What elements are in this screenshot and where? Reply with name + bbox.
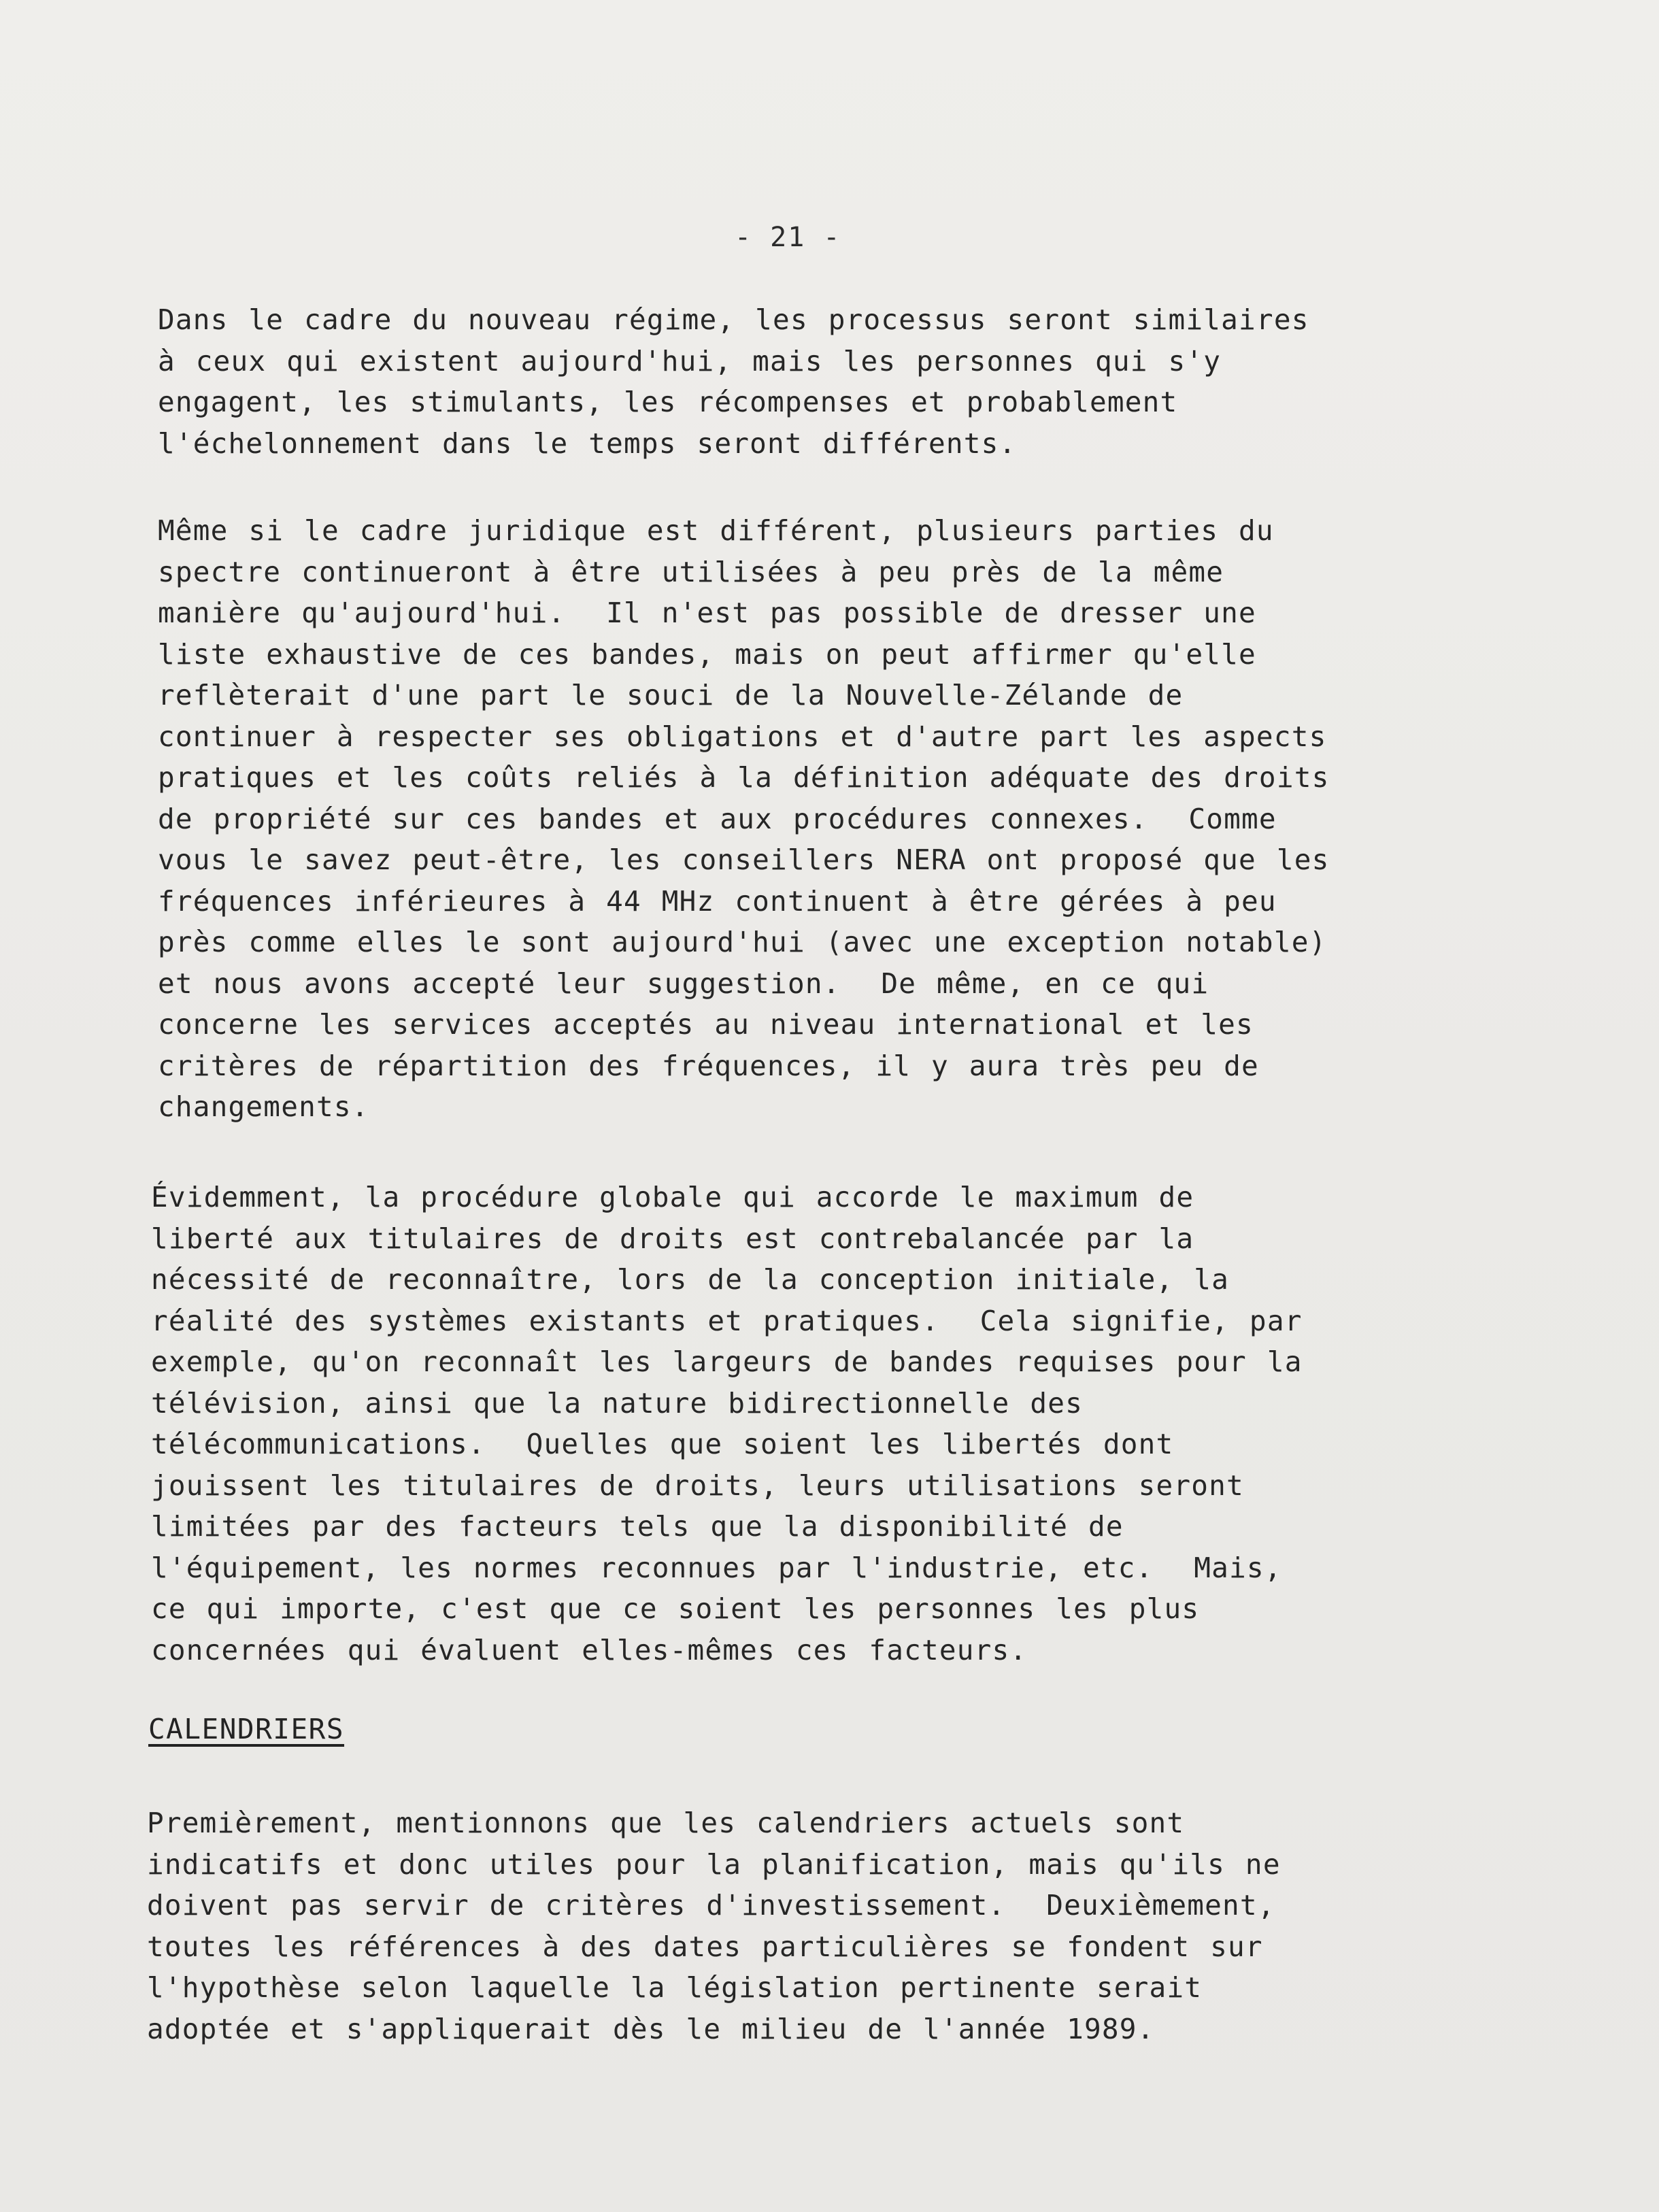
paragraph-line: changements. — [158, 1090, 369, 1123]
paragraph-line: et nous avons accepté leur suggestion. De même, en ce qui — [158, 967, 1209, 1000]
paragraph-line: réalité des systèmes existants et pratiques. Cela signifie, par — [151, 1304, 1303, 1337]
paragraph-line: liberté aux titulaires de droits est contrebalancée par la — [151, 1222, 1194, 1255]
paragraph-line: manière qu'aujourd'hui. Il n'est pas possible de dresser une — [158, 597, 1256, 629]
section-heading-calendriers: CALENDRIERS — [148, 1713, 345, 1745]
paragraph-line: ce qui importe, c'est que ce soient les personnes les plus — [151, 1592, 1200, 1625]
paragraph-1 — [158, 299, 1525, 464]
paragraph-3 — [151, 1177, 1518, 1671]
paragraph-4 — [147, 1803, 1514, 2049]
paragraph-line: fréquences inférieures à 44 MHz continuent à être gérées à peu — [158, 884, 1277, 918]
paragraph-line: Même si le cadre juridique est différent, plusieurs parties du — [158, 514, 1274, 547]
paragraph-line: Dans le cadre du nouveau régime, les processus seront similaires — [158, 303, 1309, 336]
paragraph-line: l'échelonnement dans le temps seront différents. — [158, 426, 1017, 460]
paragraph-line: reflèterait d'une part le souci de la Nouvelle-Zélande de — [158, 679, 1184, 711]
paragraph-line: concerne les services acceptés au niveau international et les — [158, 1008, 1254, 1041]
paragraph-line: critères de répartition des fréquences, il y aura très peu de — [158, 1049, 1259, 1082]
paragraph-line: limitées par des facteurs tels que la disponibilité de — [151, 1510, 1124, 1543]
paragraph-line: doivent pas servir de critères d'investissement. Deuxièmement, — [147, 1889, 1275, 1922]
paragraph-line: télévision, ainsi que la nature bidirectionnelle des — [151, 1386, 1083, 1420]
paragraph-line: jouissent les titulaires de droits, leurs utilisations seront — [151, 1469, 1244, 1502]
paragraph-line: de propriété sur ces bandes et aux procédures connexes. Comme — [158, 802, 1277, 835]
paragraph-line: l'équipement, les normes reconnues par l'industrie, etc. Mais, — [151, 1551, 1282, 1584]
paragraph-line: Évidemment, la procédure globale qui accorde le maximum de — [151, 1181, 1194, 1213]
paragraph-line: spectre continueront à être utilisées à peu près de la même — [158, 555, 1224, 588]
paragraph-line: liste exhaustive de ces bandes, mais on peut affirmer qu'elle — [158, 637, 1256, 671]
paragraph-line: près comme elles le sont aujourd'hui (avec une exception notable) — [158, 926, 1327, 958]
paragraph-line: nécessité de reconnaître, lors de la conception initiale, la — [151, 1263, 1230, 1296]
paragraph-line: pratiques et les coûts reliés à la définition adéquate des droits — [158, 761, 1330, 794]
paragraph-line: Premièrement, mentionnons que les calendriers actuels sont — [147, 1807, 1185, 1839]
paragraph-line: télécommunications. Quelles que soient les libertés dont — [151, 1428, 1174, 1460]
paragraph-line: engagent, les stimulants, les récompenses et probablement — [158, 386, 1178, 418]
paragraph-line: toutes les références à des dates particulières se fondent sur — [147, 1930, 1263, 1963]
paragraph-line: adoptée et s'appliquerait dès le milieu de l'année 1989. — [147, 2012, 1155, 2045]
paragraph-line: l'hypothèse selon laquelle la législation pertinente serait — [147, 1971, 1203, 2004]
paragraph-line: indicatifs et donc utiles pour la planification, mais qu'ils ne — [147, 1847, 1281, 1881]
paragraph-line: vous le savez peut-être, les conseillers NERA ont proposé que les — [158, 843, 1330, 876]
paragraph-line: continuer à respecter ses obligations et d'autre part les aspects — [158, 720, 1327, 753]
page-number: - 21 - — [735, 222, 841, 253]
paragraph-line: à ceux qui existent aujourd'hui, mais les personnes qui s'y — [158, 344, 1222, 378]
paragraph-2 — [158, 510, 1525, 1128]
paragraph-line: exemple, qu'on reconnaît les largeurs de bandes requises pour la — [151, 1345, 1303, 1378]
paragraph-line: concernées qui évaluent elles-mêmes ces facteurs. — [151, 1633, 1028, 1666]
